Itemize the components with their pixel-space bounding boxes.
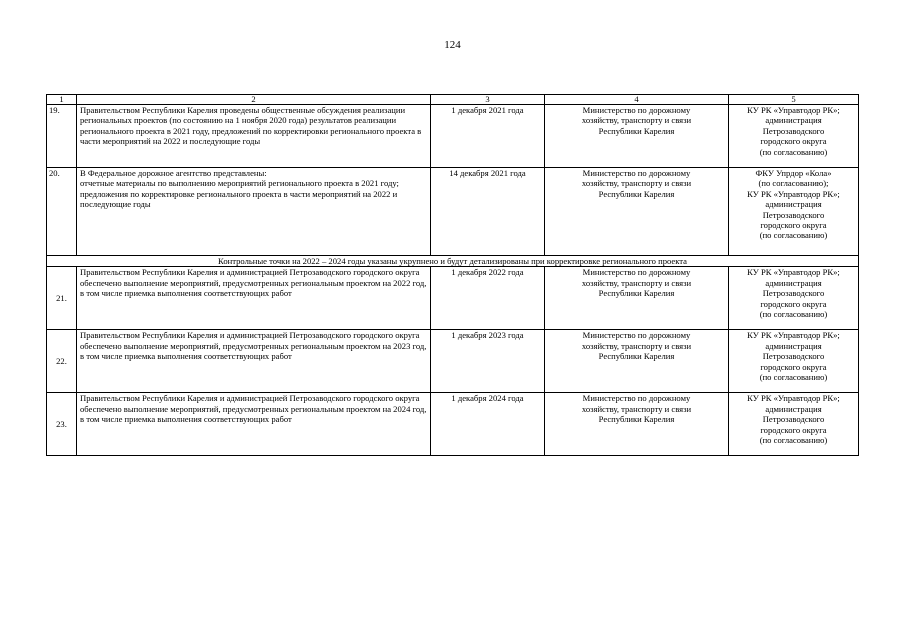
table-header-row [47,95,859,105]
row-participants: ФКУ Упрдор «Кола» (по согласованию); КУ РК «Управтодор РК»; администрация Петрозаводского городского округа (по согласованию) [729,168,859,256]
row-event: Правительством Республики Карелия и администрацией Петрозаводского городского округа обеспечено выполнение мероприятий, предусмотренных региональным проектом на 2023 год, в том числе приемка выполнения соответствующих работ [77,330,431,393]
row-event: Правительством Республики Карелия и администрацией Петрозаводского городского округа обеспечено выполнение мероприятий, предусмотренных региональным проектом на 2022 год, в том числе приемка выполнения соответствующих работ [77,267,431,330]
table-row [47,105,859,168]
column-event-header: 2 [77,95,431,105]
row-date: 1 декабря 2021 года [431,105,545,168]
column-participants-header: 5 [729,95,859,105]
row-number: 23. [47,393,77,456]
row-event: Правительством Республики Карелия и администрацией Петрозаводского городского округа обеспечено выполнение мероприятий, предусмотренных региональным проектом на 2024 год, в том числе приемка выполнения соответствующих работ [77,393,431,456]
row-number: 21. [47,267,77,330]
page-number: 124 [444,39,461,51]
control-points-table [46,94,859,456]
row-participants: КУ РК «Управтодор РК»; администрация Петрозаводского городского округа (по согласованию) [729,393,859,456]
column-number-header: 1 [47,95,77,105]
row-executor: Министерство по дорожному хозяйству, транспорту и связи Республики Карелия [545,105,729,168]
column-executor-header: 4 [545,95,729,105]
row-number: 19. [47,105,77,168]
row-participants: КУ РК «Управтодор РК»; администрация Петрозаводского городского округа (по согласованию) [729,105,859,168]
table-row [47,267,859,330]
control-points-note: Контрольные точки на 2022 – 2024 годы указаны укрупнено и будут детализированы при корректировке регионального проекта [47,256,859,267]
row-executor: Министерство по дорожному хозяйству, транспорту и связи Республики Карелия [545,267,729,330]
row-participants: КУ РК «Управтодор РК»; администрация Петрозаводского городского округа (по согласованию) [729,330,859,393]
table-row [47,393,859,456]
row-executor: Министерство по дорожному хозяйству, транспорту и связи Республики Карелия [545,168,729,256]
row-event: Правительством Республики Карелия проведены общественные обсуждения реализации региональных проектов (по состоянию на 1 ноября 2020 года) результатов реализации регионального проекта в 2021 году, предложений по корректировки регионального проекта в части мероприятий на 2022 и последующие годы [77,105,431,168]
row-participants: КУ РК «Управтодор РК»; администрация Петрозаводского городского округа (по согласованию) [729,267,859,330]
row-number: 20. [47,168,77,256]
row-number: 22. [47,330,77,393]
row-date: 1 декабря 2022 года [431,267,545,330]
table-row [47,330,859,393]
row-date: 1 декабря 2023 года [431,330,545,393]
table-row [47,168,859,256]
row-date: 14 декабря 2021 года [431,168,545,256]
row-executor: Министерство по дорожному хозяйству, транспорту и связи Республики Карелия [545,330,729,393]
column-date-header: 3 [431,95,545,105]
control-points-note-row [47,256,859,267]
row-date: 1 декабря 2024 года [431,393,545,456]
row-event: В Федеральное дорожное агентство представлены: отчетные материалы по выполнению мероприятий регионального проекта в 2021 году; предложения по корректировке регионального проекта в части мероприятий на 2022 и последующие годы [77,168,431,256]
row-executor: Министерство по дорожному хозяйству, транспорту и связи Республики Карелия [545,393,729,456]
